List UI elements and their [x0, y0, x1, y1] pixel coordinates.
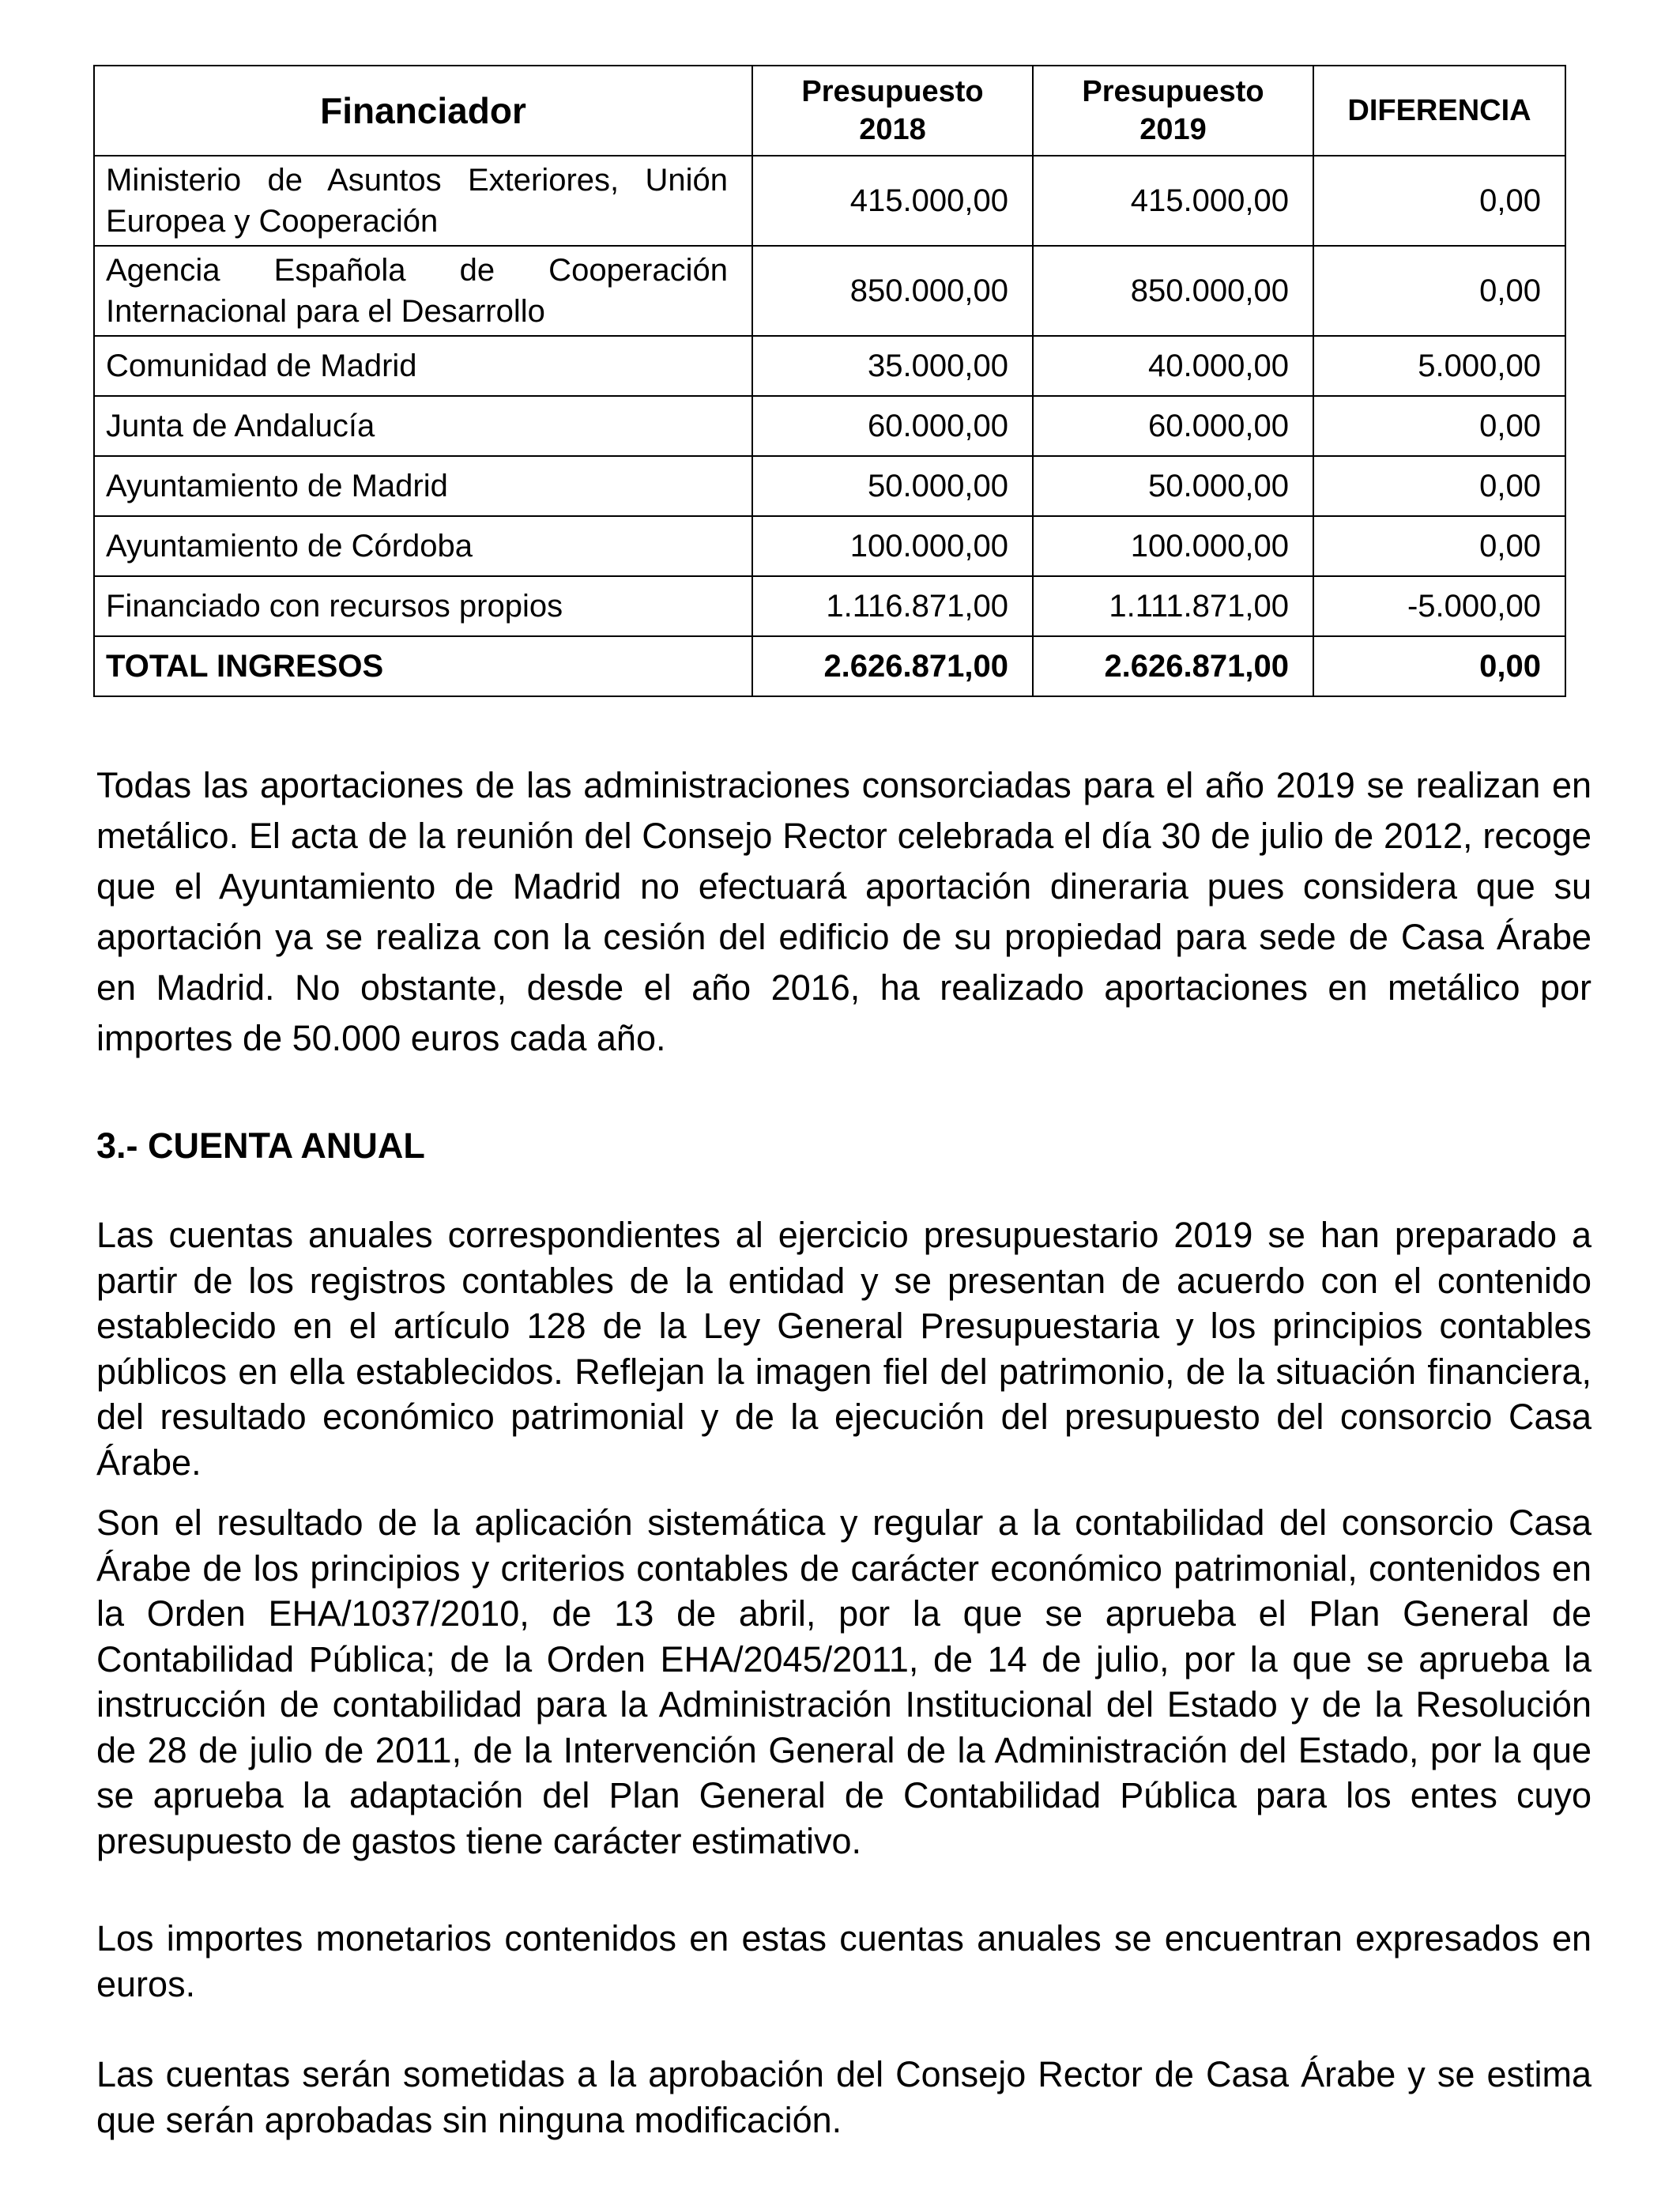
total-presupuesto-2018: 2.626.871,00 — [752, 636, 1033, 696]
header-diferencia: DIFERENCIA — [1313, 66, 1565, 156]
table-row — [94, 156, 1565, 246]
row-diferencia: 0,00 — [1313, 156, 1565, 246]
row-diferencia: -5.000,00 — [1313, 576, 1565, 636]
header-presupuesto-2019 — [1033, 66, 1313, 156]
table-row — [94, 246, 1565, 336]
row-diferencia: 0,00 — [1313, 516, 1565, 576]
table-header-row — [94, 66, 1565, 156]
row-presupuesto-2019: 415.000,00 — [1033, 156, 1313, 246]
paragraph-aportaciones: Todas las aportaciones de las administraciones consorciadas para el año 2019 se realizan en metálico. El acta de la reunión del Consejo Rector celebrada el día 30 de julio de 2012, recoge que el Ayuntamiento de Madrid no efectuará aportación dineraria pues considera que su aportación ya se realiza con la cesión del edificio de su propiedad para sede de Casa Árabe en Madrid. No obstante, desde el año 2016, ha realizado aportaciones en metálico por importes de 50.000 euros cada año. — [96, 765, 1591, 1058]
row-diferencia: 0,00 — [1313, 456, 1565, 516]
row-presupuesto-2019: 50.000,00 — [1033, 456, 1313, 516]
row-presupuesto-2018: 60.000,00 — [752, 396, 1033, 456]
table-row — [94, 396, 1565, 456]
total-diferencia: 0,00 — [1313, 636, 1565, 696]
row-presupuesto-2019: 40.000,00 — [1033, 336, 1313, 396]
paragraph-aprobacion: Las cuentas serán sometidas a la aprobación del Consejo Rector de Casa Árabe y se estima que serán aprobadas sin ninguna modificación. — [96, 2054, 1591, 2140]
row-presupuesto-2019: 850.000,00 — [1033, 246, 1313, 336]
row-financiador: Ayuntamiento de Córdoba — [94, 516, 752, 576]
row-presupuesto-2018: 1.116.871,00 — [752, 576, 1033, 636]
header-presupuesto-2019-label: Presupuesto — [1082, 75, 1264, 108]
paragraph-resultado: Son el resultado de la aplicación sistemática y regular a la contabilidad del consorcio Casa Árabe de los principios y criterios contables de carácter económico patrimonial, contenidos en la Orden EHA/1037/2010, de 13 de abril, por la que se aprueba el Plan General de Contabilidad Pública; de la Orden EHA/2045/2011, de 14 de julio, por la que se aprueba la instrucción de contabilidad para la Administración Institucional del Estado y de la Resolución de 28 de julio de 2011, de la Intervención General de la Administración del Estado, por la que se aprueba la adaptación del Plan General de Contabilidad Pública para los entes cuyo presupuesto de gastos tiene carácter estimativo. — [96, 1502, 1591, 1861]
header-presupuesto-2018-year: 2018 — [859, 113, 926, 146]
row-presupuesto-2019: 1.111.871,00 — [1033, 576, 1313, 636]
row-financiador: Ayuntamiento de Madrid — [94, 456, 752, 516]
financing-table — [93, 65, 1566, 697]
table-row — [94, 516, 1565, 576]
header-presupuesto-2018 — [752, 66, 1033, 156]
section-heading: 3.- CUENTA ANUAL — [96, 1125, 425, 1166]
row-presupuesto-2018: 50.000,00 — [752, 456, 1033, 516]
table-row — [94, 576, 1565, 636]
total-label: TOTAL INGRESOS — [94, 636, 752, 696]
table-row — [94, 456, 1565, 516]
row-presupuesto-2018: 35.000,00 — [752, 336, 1033, 396]
row-financiador: Ministerio de Asuntos Exteriores, Unión Europea y Cooperación — [94, 156, 752, 246]
row-presupuesto-2018: 100.000,00 — [752, 516, 1033, 576]
row-presupuesto-2019: 60.000,00 — [1033, 396, 1313, 456]
total-presupuesto-2019: 2.626.871,00 — [1033, 636, 1313, 696]
row-diferencia: 0,00 — [1313, 396, 1565, 456]
header-financiador: Financiador — [94, 66, 752, 156]
paragraph-cuentas-anuales: Las cuentas anuales correspondientes al ejercicio presupuestario 2019 se han preparado a partir de los registros contables de la entidad y se presentan de acuerdo con el contenido establecido en el artículo 128 de la Ley General Presupuestaria y los principios contables públicos en ella establecidos. Reflejan la imagen fiel del patrimonio, de la situación financiera, del resultado económico patrimonial y de la ejecución del presupuesto del consorcio Casa Árabe. — [96, 1215, 1591, 1483]
row-presupuesto-2018: 850.000,00 — [752, 246, 1033, 336]
row-presupuesto-2019: 100.000,00 — [1033, 516, 1313, 576]
row-financiador: Agencia Española de Cooperación Internacional para el Desarrollo — [94, 246, 752, 336]
header-presupuesto-2019-year: 2019 — [1139, 113, 1207, 146]
table-total-row — [94, 636, 1565, 696]
paragraph-importes: Los importes monetarios contenidos en estas cuentas anuales se encuentran expresados en euros. — [96, 1918, 1591, 2004]
table-row — [94, 336, 1565, 396]
row-diferencia: 5.000,00 — [1313, 336, 1565, 396]
row-financiador: Comunidad de Madrid — [94, 336, 752, 396]
row-financiador: Junta de Andalucía — [94, 396, 752, 456]
row-diferencia: 0,00 — [1313, 246, 1565, 336]
row-financiador: Financiado con recursos propios — [94, 576, 752, 636]
row-presupuesto-2018: 415.000,00 — [752, 156, 1033, 246]
header-presupuesto-2018-label: Presupuesto — [801, 75, 984, 108]
